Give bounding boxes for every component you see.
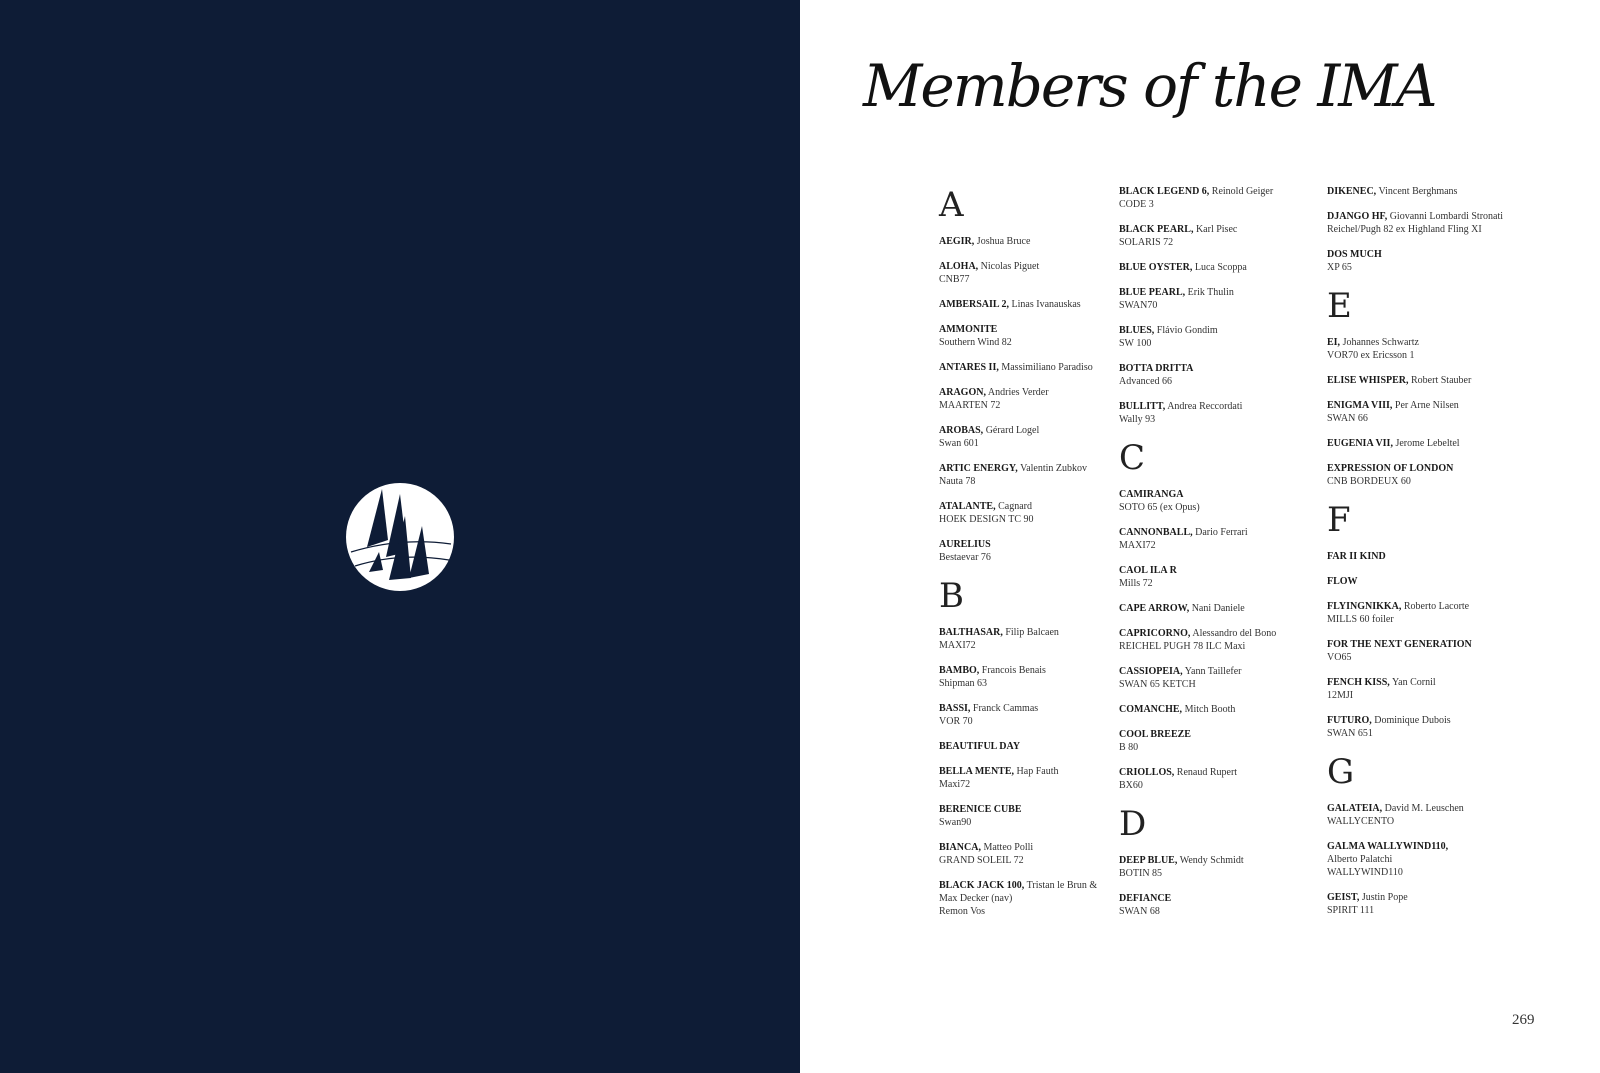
owner-name: Dominique Dubois [1374, 715, 1451, 726]
section-letter: C [1119, 438, 1146, 478]
yacht-name: AROBAS, [939, 425, 984, 436]
owner-name: Hap Fauth [1016, 766, 1059, 777]
yacht-name: CRIOLLOS, [1119, 767, 1175, 778]
yacht-name: BLUE PEARL, [1119, 287, 1186, 298]
member-entry [1327, 550, 1537, 563]
yacht-name: ENIGMA VIII, [1327, 400, 1393, 411]
yacht-name: BOTTA DRITTA [1119, 363, 1194, 374]
owner-name: Dario Ferrari [1195, 527, 1248, 538]
yacht-name: DEFIANCE [1119, 893, 1172, 904]
owner-name: Andries Verder [987, 387, 1049, 398]
member-entry [1119, 892, 1324, 918]
member-entry [1119, 400, 1324, 426]
member-entry [939, 538, 1114, 564]
section-letter: D [1119, 804, 1147, 844]
member-entry [1327, 462, 1537, 488]
yacht-model: WALLYWIND110 [1327, 867, 1403, 878]
yacht-name: EUGENIA VII, [1327, 438, 1393, 449]
yacht-name: CASSIOPEIA, [1119, 666, 1183, 677]
member-entry [1327, 374, 1537, 387]
yacht-name: FUTURO, [1327, 715, 1372, 726]
yacht-name: DIKENEC, [1327, 186, 1377, 197]
section-letter: F [1327, 500, 1351, 540]
member-entry [1327, 676, 1537, 702]
member-entry [1327, 248, 1537, 274]
member-entry [1119, 526, 1324, 552]
member-entry [1119, 728, 1324, 754]
owner-name: Luca Scoppa [1194, 262, 1247, 273]
yacht-model: MAARTEN 72 [939, 400, 1001, 411]
yacht-name: ALOHA, [939, 261, 979, 272]
yacht-model: Shipman 63 [939, 678, 988, 689]
yacht-model: CNB BORDEUX 60 [1327, 476, 1411, 487]
member-entry [939, 626, 1114, 652]
owner-name: Andrea Reccordati [1167, 401, 1243, 412]
yacht-model: SOLARIS 72 [1119, 237, 1174, 248]
yacht-name: BIANCA, [939, 842, 981, 853]
yacht-model: Advanced 66 [1119, 376, 1173, 387]
members-column-3 [1327, 185, 1537, 929]
member-entry [1327, 891, 1537, 917]
owner-name: Francois Benais [981, 665, 1046, 676]
owner-name: Robert Stauber [1411, 375, 1472, 386]
owner-name: Nicolas Piguet [980, 261, 1040, 272]
member-entry [1119, 185, 1324, 211]
yacht-model: Swan90 [939, 817, 972, 828]
yacht-name: BELLA MENTE, [939, 766, 1015, 777]
owner-name: Jerome Lebeltel [1395, 438, 1460, 449]
owner-name: Karl Pisec [1195, 224, 1238, 235]
yacht-name: BLACK PEARL, [1119, 224, 1194, 235]
member-entry [939, 664, 1114, 690]
yacht-name: ATALANTE, [939, 501, 996, 512]
member-entry [939, 879, 1114, 918]
yacht-name: BAMBO, [939, 665, 980, 676]
owner-name: David M. Leuschen [1384, 803, 1464, 814]
member-entry [939, 235, 1114, 248]
section-letter: G [1327, 752, 1355, 792]
owner-name: Yann Taillefer [1184, 666, 1242, 677]
member-entry [1119, 488, 1324, 514]
owner-name: Linas Ivanauskas [1011, 299, 1081, 310]
member-entry [1119, 602, 1324, 615]
yacht-name: BULLITT, [1119, 401, 1166, 412]
member-entry [939, 765, 1114, 791]
yacht-model: VOR 70 [939, 716, 973, 727]
page-title: Members of the IMA [863, 52, 1436, 120]
yacht-model: BX60 [1119, 780, 1143, 791]
owner-name: Yan Cornil [1391, 677, 1436, 688]
member-entry [1119, 627, 1324, 653]
owner-name: Erik Thulin [1187, 287, 1234, 298]
member-entry [939, 424, 1114, 450]
owner-name: Justin Pope [1361, 892, 1408, 903]
yacht-name: AMMONITE [939, 324, 998, 335]
owner-name: Matteo Polli [983, 842, 1034, 853]
yacht-model: Remon Vos [939, 906, 986, 917]
yacht-model: Nauta 78 [939, 476, 976, 487]
yacht-name: CAOL ILA R [1119, 565, 1177, 576]
yacht-name: BASSI, [939, 703, 971, 714]
member-entry [1327, 437, 1537, 450]
yacht-model: Swan 601 [939, 438, 979, 449]
yacht-model: SWAN70 [1119, 300, 1158, 311]
yacht-model: SWAN 651 [1327, 728, 1373, 739]
yacht-name: GEIST, [1327, 892, 1360, 903]
member-entry [939, 260, 1114, 286]
yacht-model: SWAN 65 KETCH [1119, 679, 1196, 690]
owner-name: Johannes Schwartz [1342, 337, 1419, 348]
owner-name: Gérard Logel [985, 425, 1040, 436]
member-entry [1327, 600, 1537, 626]
yacht-name: CANNONBALL, [1119, 527, 1193, 538]
member-entry [1119, 766, 1324, 792]
yacht-model: CNB77 [939, 274, 970, 285]
member-entry [1327, 714, 1537, 740]
yacht-model: Southern Wind 82 [939, 337, 1012, 348]
owner-name: Roberto Lacorte [1403, 601, 1470, 612]
yacht-model: Alberto Palatchi [1327, 854, 1393, 865]
member-entry [1327, 840, 1537, 879]
member-entry [939, 702, 1114, 728]
yacht-name: COMANCHE, [1119, 704, 1183, 715]
member-entry [1327, 399, 1537, 425]
yacht-name: EXPRESSION OF LONDON [1327, 463, 1454, 474]
yacht-model: 12MJI [1327, 690, 1354, 701]
member-entry [939, 323, 1114, 349]
yacht-model: WALLYCENTO [1327, 816, 1395, 827]
yacht-model: GRAND SOLEIL 72 [939, 855, 1024, 866]
yacht-name: AMBERSAIL 2, [939, 299, 1010, 310]
yacht-model: MAXI72 [1119, 540, 1156, 551]
yacht-name: EI, [1327, 337, 1341, 348]
member-entry [1119, 223, 1324, 249]
member-entry [1119, 324, 1324, 350]
member-entry [939, 298, 1114, 311]
member-entry [939, 386, 1114, 412]
page-number: 269 [1512, 1012, 1535, 1028]
member-entry [1327, 638, 1537, 664]
yacht-name: ELISE WHISPER, [1327, 375, 1409, 386]
yacht-name: BEAUTIFUL DAY [939, 741, 1021, 752]
yacht-model: VO65 [1327, 652, 1352, 663]
yacht-name: AURELIUS [939, 539, 991, 550]
yacht-name: FAR II KIND [1327, 551, 1386, 562]
section-letter: A [939, 185, 964, 225]
yacht-name: GALMA WALLYWIND110, [1327, 841, 1449, 852]
yacht-model: XP 65 [1327, 262, 1352, 273]
owner-name: Mitch Booth [1184, 704, 1236, 715]
yacht-name: BLACK LEGEND 6, [1119, 186, 1210, 197]
yacht-model: SOTO 65 (ex Opus) [1119, 502, 1200, 513]
yacht-name: DJANGO HF, [1327, 211, 1388, 222]
yacht-model: HOEK DESIGN TC 90 [939, 514, 1034, 525]
owner-name: Flávio Gondim [1156, 325, 1218, 336]
yacht-model: SPIRIT 111 [1327, 905, 1375, 916]
yacht-model: B 80 [1119, 742, 1139, 753]
section-letter: B [939, 576, 964, 616]
section-letter: E [1327, 286, 1352, 326]
yacht-name: ANTARES II, [939, 362, 999, 373]
owner-name: Massimiliano Paradiso [1001, 362, 1093, 373]
member-entry [1327, 185, 1537, 198]
yacht-model: Reichel/Pugh 82 ex Highland Fling XI [1327, 224, 1482, 235]
owner-name: Alessandro del Bono [1192, 628, 1277, 639]
owner-name: Renaud Rupert [1176, 767, 1238, 778]
yacht-model: Bestaevar 76 [939, 552, 991, 563]
yacht-name: BLACK JACK 100, [939, 880, 1025, 891]
yacht-model: SWAN 66 [1327, 413, 1368, 424]
yacht-name: ARTIC ENERGY, [939, 463, 1018, 474]
member-entry [1119, 286, 1324, 312]
member-entry [1327, 336, 1537, 362]
ima-sails-logo [345, 482, 455, 592]
yacht-model: MILLS 60 foiler [1327, 614, 1394, 625]
members-column-2 [1119, 185, 1324, 930]
yacht-model: MAXI72 [939, 640, 976, 651]
owner-name: Per Arne Nilsen [1394, 400, 1459, 411]
yacht-name: DEEP BLUE, [1119, 855, 1178, 866]
member-entry [939, 803, 1114, 829]
owner-name: Nani Daniele [1191, 603, 1245, 614]
yacht-name: CAPRICORNO, [1119, 628, 1191, 639]
yacht-name: FENCH KISS, [1327, 677, 1390, 688]
owner-name: Joshua Bruce [976, 236, 1031, 247]
yacht-model: Mills 72 [1119, 578, 1153, 589]
owner-name: Vincent Berghmans [1378, 186, 1458, 197]
owner-name: Giovanni Lombardi Stronati [1389, 211, 1504, 222]
owner-name: Reinold Geiger [1211, 186, 1274, 197]
yacht-name: CAMIRANGA [1119, 489, 1184, 500]
owner-name: Cagnard [998, 501, 1032, 512]
owner-name: Wendy Schmidt [1179, 855, 1244, 866]
member-entry [939, 462, 1114, 488]
member-entry [1327, 575, 1537, 588]
owner-name: Valentin Zubkov [1020, 463, 1088, 474]
member-entry [1327, 802, 1537, 828]
yacht-model: REICHEL PUGH 78 ILC Maxi [1119, 641, 1246, 652]
member-entry [939, 841, 1114, 867]
yacht-name: BLUES, [1119, 325, 1155, 336]
yacht-name: CAPE ARROW, [1119, 603, 1190, 614]
member-entry [1119, 665, 1324, 691]
yacht-name: BALTHASAR, [939, 627, 1003, 638]
yacht-model: Maxi72 [939, 779, 971, 790]
yacht-name: BLUE OYSTER, [1119, 262, 1193, 273]
yacht-model: VOR70 ex Ericsson 1 [1327, 350, 1415, 361]
yacht-model: BOTIN 85 [1119, 868, 1163, 879]
member-entry [1119, 362, 1324, 388]
yacht-name: DOS MUCH [1327, 249, 1382, 260]
yacht-name: FLYINGNIKKA, [1327, 601, 1402, 612]
member-entry [939, 361, 1114, 374]
member-entry [1119, 261, 1324, 274]
member-entry [1119, 564, 1324, 590]
owner-name: Filip Balcaen [1005, 627, 1059, 638]
owner-name: Franck Cammas [972, 703, 1039, 714]
member-entry [1119, 703, 1324, 716]
members-page [800, 0, 1600, 1073]
yacht-name: ARAGON, [939, 387, 986, 398]
member-entry [1327, 210, 1537, 236]
yacht-model: CODE 3 [1119, 199, 1154, 210]
yacht-name: AEGIR, [939, 236, 975, 247]
member-entry [1119, 854, 1324, 880]
yacht-name: FLOW [1327, 576, 1358, 587]
members-column-1 [939, 185, 1114, 930]
owner-name: Tristan le Brun & Max Decker (nav) [939, 880, 1098, 904]
yacht-name: COOL BREEZE [1119, 729, 1191, 740]
yacht-name: GALATEIA, [1327, 803, 1383, 814]
yacht-name: FOR THE NEXT GENERATION [1327, 639, 1472, 650]
yacht-name: BERENICE CUBE [939, 804, 1022, 815]
yacht-model: SWAN 68 [1119, 906, 1160, 917]
yacht-model: Wally 93 [1119, 414, 1156, 425]
member-entry [939, 500, 1114, 526]
member-entry [939, 740, 1114, 753]
yacht-model: SW 100 [1119, 338, 1152, 349]
